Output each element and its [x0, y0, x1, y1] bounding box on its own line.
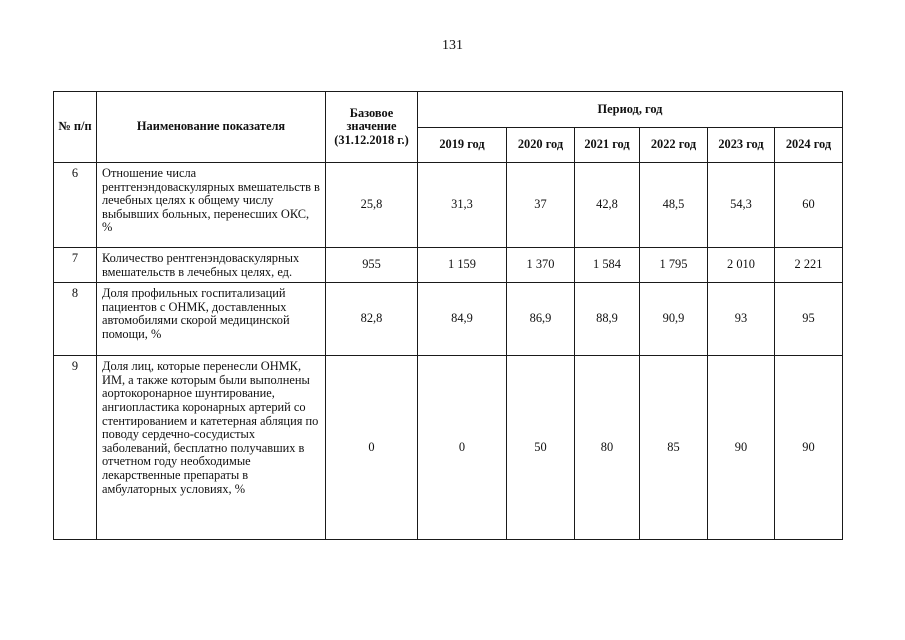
row-value: 95	[775, 283, 843, 356]
row-value: 84,9	[418, 283, 507, 356]
row-value: 85	[640, 356, 708, 540]
table-row	[54, 248, 843, 283]
row-value: 93	[708, 283, 775, 356]
header-base: Базовое значение (31.12.2018 г.)	[326, 92, 418, 163]
header-period: Период, год	[418, 92, 843, 128]
row-value: 90	[775, 356, 843, 540]
row-value: 90	[708, 356, 775, 540]
row-value: 2 010	[708, 248, 775, 283]
row-value: 2 221	[775, 248, 843, 283]
header-year: 2021 год	[575, 128, 640, 163]
row-value: 42,8	[575, 163, 640, 248]
row-value: 37	[507, 163, 575, 248]
row-value: 0	[418, 356, 507, 540]
header-year: 2023 год	[708, 128, 775, 163]
row-value: 86,9	[507, 283, 575, 356]
row-name: Доля лиц, которые перенесли ОНМК, ИМ, а также которым были выполнены аортокоронарное шунтирование, ангиопластика коронарных артерий со стентированием и катетерная абляция по поводу сердечно-сосудистых заболеваний, бесплатно получавших в отчетном году необходимые лекарственные препараты в амбулаторных условиях, %	[97, 356, 326, 540]
header-year: 2024 год	[775, 128, 843, 163]
row-value: 1 159	[418, 248, 507, 283]
row-value: 31,3	[418, 163, 507, 248]
header-year: 2022 год	[640, 128, 708, 163]
row-value: 48,5	[640, 163, 708, 248]
row-value: 88,9	[575, 283, 640, 356]
row-base-value: 0	[326, 356, 418, 540]
header-year: 2019 год	[418, 128, 507, 163]
row-value: 1 584	[575, 248, 640, 283]
table-header-row	[54, 92, 843, 128]
row-num: 9	[54, 356, 97, 540]
indicator-table	[53, 91, 843, 540]
row-value: 50	[507, 356, 575, 540]
row-value: 1 795	[640, 248, 708, 283]
row-value: 90,9	[640, 283, 708, 356]
row-num: 6	[54, 163, 97, 248]
table-row	[54, 283, 843, 356]
row-base-value: 25,8	[326, 163, 418, 248]
header-num: № п/п	[54, 92, 97, 163]
row-value: 60	[775, 163, 843, 248]
header-year: 2020 год	[507, 128, 575, 163]
row-num: 8	[54, 283, 97, 356]
page-number: 131	[442, 38, 463, 53]
row-base-value: 955	[326, 248, 418, 283]
row-value: 54,3	[708, 163, 775, 248]
table-row	[54, 163, 843, 248]
header-name: Наименование показателя	[97, 92, 326, 163]
row-value: 1 370	[507, 248, 575, 283]
row-name: Количество рентгенэндоваскулярных вмешательств в лечебных целях, ед.	[97, 248, 326, 283]
row-value: 80	[575, 356, 640, 540]
row-name: Доля профильных госпитализаций пациентов с ОНМК, доставленных автомобилями скорой медицинской помощи, %	[97, 283, 326, 356]
row-name: Отношение числа рентгенэндоваскулярных вмешательств в лечебных целях к общему числу выбывших больных, перенесших ОКС, %	[97, 163, 326, 248]
table-row	[54, 356, 843, 540]
row-base-value: 82,8	[326, 283, 418, 356]
row-num: 7	[54, 248, 97, 283]
